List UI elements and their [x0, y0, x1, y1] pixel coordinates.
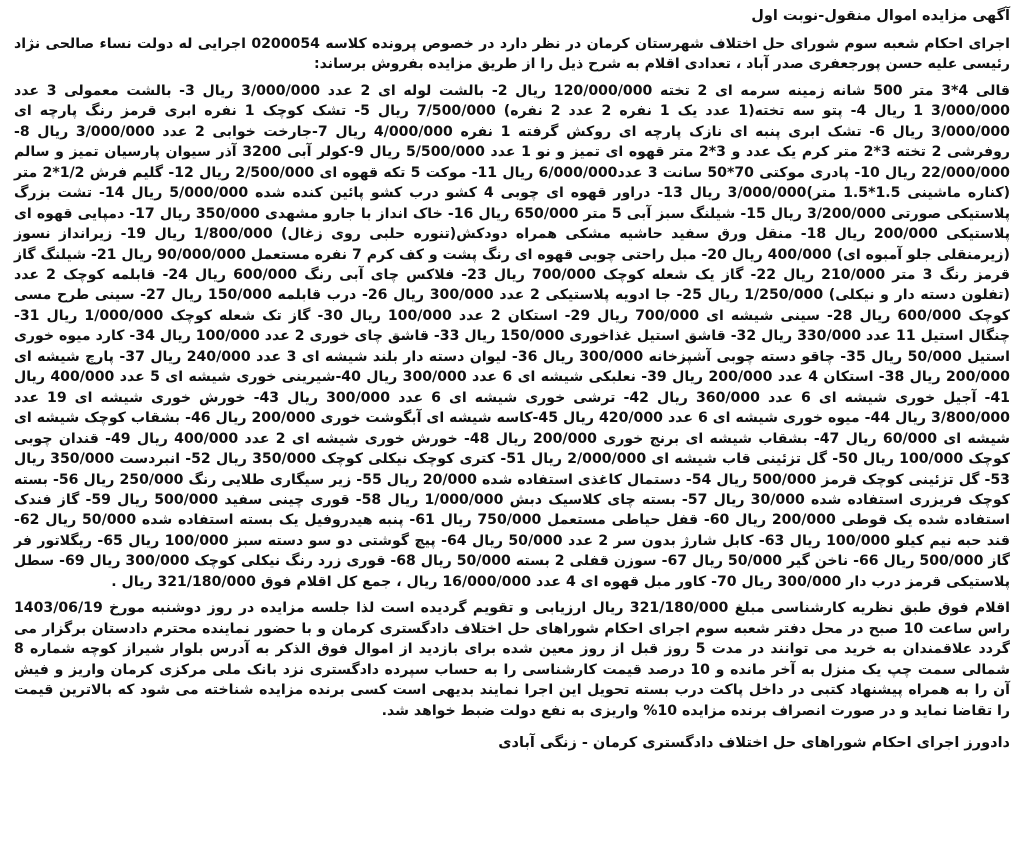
notice-terms-paragraph: اقلام فوق طبق نظریه کارشناسی مبلغ 321/180/000 ریال ارزیابی و تقویم گردیده است لذا جلسه مزایده در روز دوشنبه مورخ 1403/06/19 راس ساعت 10 صبح در محل دفتر شعبه سوم اجرای احکام شوراهای حل اختلاف دادگستری کرمان و با حضور نماینده محترم دادستان برگزار می گردد علاقمندان به خرید می توانند در مدت 5 روز قبل از روز معین شده برای بازدید از اموال فوق الذکر به آدرس بلوار شیراز کوچه شماره 8 شمالی سمت چپ یک منزل به آخر مانده و 10 درصد قیمت کارشناسی را به حساب سپرده دادگستری نزد بانک ملی مرکزی کرمان واریز و فیش آن را به همراه پیشنهاد کتبی در داخل پاکت درب بسته تحویل این اجرا نمایند بدیهی است کسی برنده مزایده شناخته می شود که بالاترین قیمت را تقاضا نماید و در صورت انصراف برنده مزایده 10% واریزی به نفع دولت ضبط خواهد شد. [14, 600, 1011, 719]
notice-title: آگهی مزایده اموال منقول-نوبت اول [751, 8, 1010, 24]
notice-items-paragraph: قالی 4*3 متر 500 شانه زمینه سرمه ای 2 تخته 120/000/000 ریال 2- بالشت لوله ای 2 عدد 3/000/000 ریال 3- بالشت معمولی 3 عدد 3/000/000 1 ریال 4- پتو سه تخته(1 عدد یک 1 نفره 2 عدد 2 نفره) 7/500/000 ریال 5- تشک کوچک 1 نفره ابری قرمز رنگ پارچه ای 3/000/000 ریال 6- تشک ابری پنبه ای نازک پارچه ای روکش گرفته 1 نفره 4/000/000 ریال 7-جارخت خوابی 2 عدد 3/000/000 ریال 8- روفرشی 2 تخته 3*2 متر کرم یک عدد و 3*2 متر قهوه ای تمیز و نو 1 عدد 5/500/000 ریال 9-کولر آبی 3200 آذر سیوان پارسیان تمیز و سالم 22/000/000 ریال 10- پادری موکتی 70*50 سانت 3 عدد6/000/000 ریال 11- موکت 5 تکه قهوه ای 2/500/000 ریال 12- گلیم فرش 1/2*2 متر (کناره ماشینی 1.5*1.5 متر)3/000/000 ریال 13- دراور قهوه ای چوبی 4 کشو درب کشو پائین کنده شده 5/000/000 ریال 14- تشت بزرگ پلاستیکی صورتی 3/200/000 ریال 15- شیلنگ سبز آبی 5 متر 650/000 ریال 16- خاک انداز با جارو مشهدی 350/000 ریال 17- دمپایی قهوه ای پلاستیکی 200/000 ریال 18- منقل ورق سفید حاشیه مشکی همراه دودکش(تنوره حلبی روی زغال) 1/800/000 ریال 19- زیرانداز نسوز (زیرمنقلی جلو آمبوه ای) 400/000 ریال 20- مبل راحتی چوبی قهوه ای رنگ پشت و کف کرم 7 نفره مستعمل 90/000/000 ریال 21- شیلنگ گاز قرمز رنگ 3 متر 210/000 ریال 22- گاز یک شعله کوچک 700/000 ریال 23- فلاکس چای آبی رنگ 600/000 ریال 24- قابلمه کوچک 2 عدد (تفلون دسته دار و نیکلی) 1/250/000 ریال 25- جا ادویه پلاستیکی 2 عدد 300/000 ریال 26- درب قابلمه 150/000 ریال 27- سینی طرح مسی کوچک 600/000 ریال 28- سینی شیشه ای 700/000 ریال 29- استکان 2 عدد 100/000 ریال 30- گاز تک شعله کوچک 1/000/000 ریال 31- چنگال استیل 11 عدد 330/000 ریال 32- قاشق استیل غذاخوری 150/000 ریال 33- قاشق چای خوری 2 عدد 100/000 ریال 34- کارد میوه خوری استیل 50/000 ریال 35- چاقو دسته چوبی آشپزخانه 300/000 ریال 36- لیوان دسته دار بلند شیشه ای 3 عدد 240/000 ریال 37- پارچ شیشه ای 200/000 ریال 38- استکان 4 عدد 200/000 ریال 39- نعلبکی شیشه ای 6 عدد 300/000 ریال 40-شیرینی خوری شیشه ای 5 عدد 400/000 ریال 41- آجیل خوری شیشه ای 6 عدد 360/000 ریال 42- ترشی خوری شیشه ای 6 عدد 300/000 ریال 43- خورش خوری شیشه ای 19 عدد 3/800/000 ریال 44- میوه خوری شیشه ای 6 عدد 420/000 ریال 45-کاسه شیشه ای آبگوشت خوری 200/000 ریال 46- بشقاب کوچک شیشه ای شیشه ای 60/000 ریال 47- بشقاب شیشه ای برنج خوری 200/000 ریال 48- خورش خوری شیشه ای 2 عدد 400/000 ریال 49- قندان چوبی کوچک 100/000 ریال 50- گل تزئینی قاب شیشه ای 2/000/000 ریال 51- کتری کوچک نیکلی کوچک 350/000 ریال 52- انبردست 350/000 ریال 53- گل تزئینی کوچک قرمز 500/000 ریال 54- دستمال کاغذی استفاده شده 20/000 ریال 55- زیر سیگاری طلایی رنگ 250/000 ریال 56- بسته کوچک فریزری استفاده شده 30/000 ریال 57- بسته چای کلاسیک دبش 1/000/000 ریال 58- قوری چینی سفید 500/000 ریال 59- گاز فندک استفاده شده یک قوطی 200/000 ریال 60- قفل حیاطی مستعمل 750/000 ریال 61- پنبه هیدروفیل یک بسته استفاده شده 50/000 ریال 62- قند حبه نیم کیلو 100/000 ریال 63- کابل شارژ بدون سر 2 عدد 50/000 ریال 64- پیچ گوشتی دو سو دسته سبز 100/000 ریال 65- ریگلاتور فر گاز 500/000 ریال 66- ناخن گیر 50/000 ریال 67- سوزن قفلی 2 بسته 50/000 ریال 68- قوری زرد رنگ نیکلی کوچک 300/000 ریال 69- سطل پلاستیکی قرمز درب دار 300/000 ریال 70- کاور مبل قهوه ای 4 عدد 16/000/000 ریال ، جمع کل اقلام فوق 321/180/000 ریال . [14, 82, 1011, 590]
notice-signature: دادورز اجرای احکام شوراهای حل اختلاف دادگستری کرمان - زنگی آبادی [498, 734, 1010, 751]
notice-intro-paragraph: اجرای احکام شعبه سوم شورای حل اختلاف شهرستان کرمان در نظر دارد در خصوص پرونده کلاسه 0200054 اجرایی له دولت نساء صالحی نژاد رئیسی علیه حسن پورجعفری صدر آباد ، تعدادی اقلام به شرح ذیل را از طریق مزایده بفروش برساند: [14, 36, 1010, 73]
